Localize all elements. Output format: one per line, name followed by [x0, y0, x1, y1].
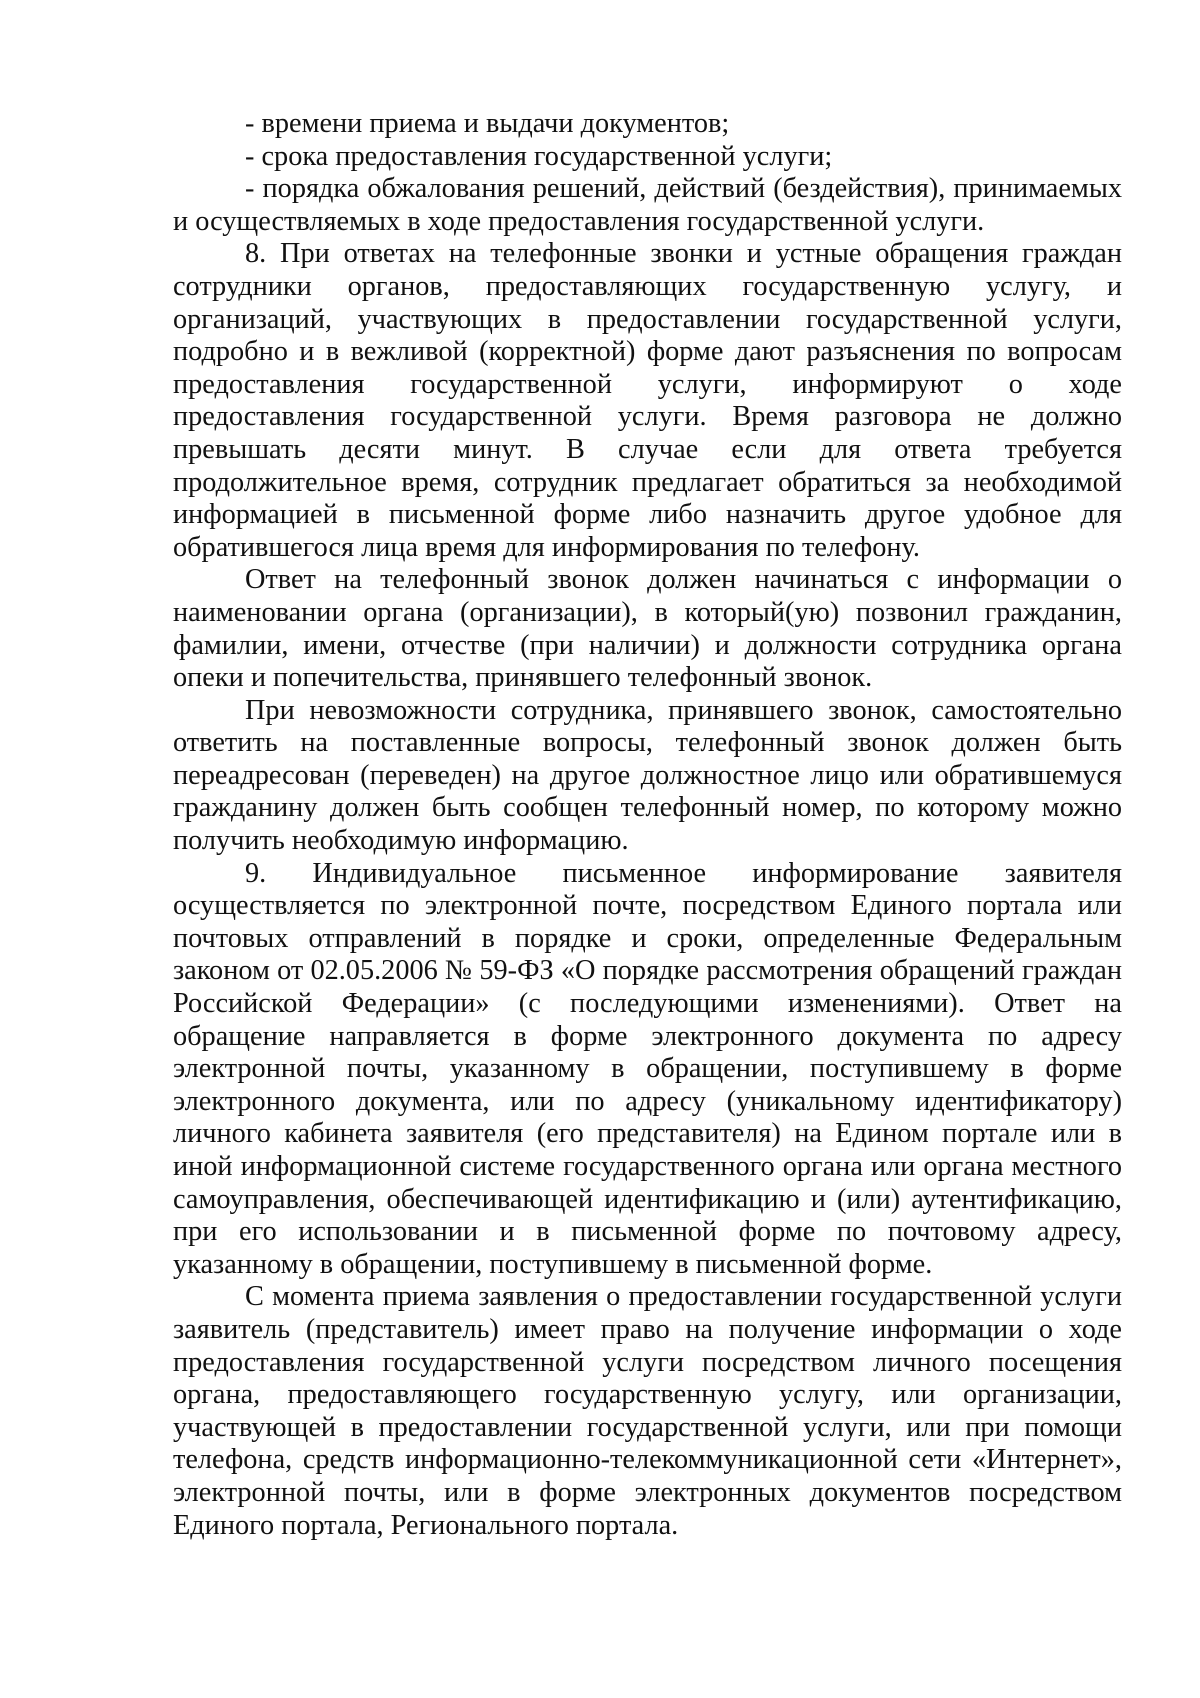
paragraph-item-9: 9. Индивидуальное письменное информирование заявителя осуществляется по электронной почте, посредством Единого портала или почтовых отправлений в порядке и сроки, определенные Федеральным законом от 02.05.2006 № 59-ФЗ «О порядке рассмотрения обращений граждан Российской Федерации» (с последующими изменениями). Ответ на обращение направляется в форме электронного документа по адресу электронной почты, указанному в обращении, поступившему в форме электронного документа, или по адресу (уникальному идентификатору) личного кабинета заявителя (его представителя) на Едином портале или в иной информационной системе государственного органа или органа местного самоуправления, обеспечивающей идентификацию и (или) аутентификацию, при его использовании и в письменной форме по почтовому адресу, указанному в обращении, поступившему в письменной форме.: [173, 857, 1122, 1280]
paragraph-call-redirect: При невозможности сотрудника, принявшего звонок, самостоятельно ответить на поставленные вопросы, телефонный звонок должен быть переадресован (переведен) на другое должностное лицо или обратившемуся гражданину должен быть сообщен телефонный номер, по которому можно получить необходимую информацию.: [173, 694, 1122, 857]
paragraph-status-info: С момента приема заявления о предоставлении государственной услуги заявитель (представитель) имеет право на получение информации о ходе предоставления государственной услуги посредством личного посещения органа, предоставляющего государственную услугу, или организации, участвующей в предоставлении государственной услуги, или при помощи телефона, средств информационно-телекоммуникационной сети «Интернет», электронной почты, или в форме электронных документов посредством Единого портала, Регионального портала.: [173, 1281, 1122, 1541]
paragraph-service-term: - срока предоставления государственной услуги;: [245, 140, 833, 172]
paragraph-phone-answer: Ответ на телефонный звонок должен начинаться с информации о наименовании органа (организации), в который(ую) позвонил гражданин, фамилии, имени, отчестве (при наличии) и должности сотрудника органа опеки и попечительства, принявшего телефонный звонок.: [173, 564, 1122, 694]
paragraph-item-8: 8. При ответах на телефонные звонки и устные обращения граждан сотрудники органов, предоставляющих государственную услугу, и организаций, участвующих в предоставлении государственной услуги, подробно и в вежливой (корректной) форме дают разъяснения по вопросам предоставления государственной услуги, информируют о ходе предоставления государственной услуги. Время разговора не должно превышать десяти минут. В случае если для ответа требуется продолжительное время, сотрудник предлагает обратиться за необходимой информацией в письменной форме либо назначить другое удобное для обратившегося лица время для информирования по телефону.: [173, 238, 1122, 563]
document-page: [173, 108, 1122, 1542]
paragraph-reception-time: - времени приема и выдачи документов;: [245, 108, 730, 139]
paragraph-appeal-procedure: - порядка обжалования решений, действий (бездействия), принимаемых и осуществляемых в ходе предоставления государственной услуги.: [173, 173, 1122, 237]
